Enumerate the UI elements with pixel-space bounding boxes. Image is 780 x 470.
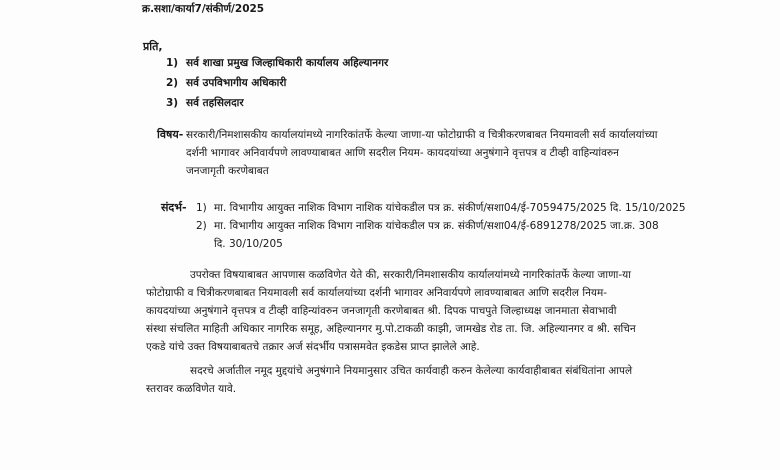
recipient-item: सर्व तहसिलदार xyxy=(186,97,244,109)
recipient-number: 1) xyxy=(166,57,179,69)
recipient-item: सर्व शाखा प्रमुख जिल्हाधिकारी कार्यालय अहिल्यानगर xyxy=(186,57,389,69)
reference-line: मा. विभागीय आयुक्त नाशिक विभाग नाशिक यांचेकडील पत्र क्र. संकीर्ण/सशा04/ई-6891278/2025 जा.क्र. 308 xyxy=(214,220,659,232)
body-line: एकडे यांचे उक्त विषयाबाबतचे तक्रार अर्ज संदर्भीय पत्रासमवेत इकडेस प्राप्त झालेले आहे. xyxy=(146,341,480,353)
body-line: स्तरावर कळविणेत यावे. xyxy=(146,383,237,395)
body-line: संस्था संचलित माहिती अधिकार नागरिक समूह, अहिल्यानगर मु.पो.टाकळी काझी, जामखेड रोड ता. जि. अहिल्यानगर व श्री. सचिन xyxy=(146,323,636,335)
reference-label: संदर्भ- xyxy=(161,201,187,214)
body-line: कायदयांच्या अनुषंगाने वृत्तपत्र व टीव्ही वाहिन्यांवरुन जनजागृती करणेबाबत श्री. दिपक पाचपुते जिल्हाध्यक्ष जानमाता सेवाभावी xyxy=(146,305,617,317)
body-line: उपरोक्त विषयाबाबत आपणास कळविणेत येते की, सरकारी/निमशासकीय कार्यालयांमध्ये नागरिकांतर्फे केल्या जाणा-या xyxy=(190,269,631,281)
subject-line: जनजागृती करणेबाबत xyxy=(186,165,269,177)
reference-number: क्र.सशा/कार्या7/संकीर्ण/2025 xyxy=(142,3,265,15)
body-line: सदरचे अर्जातील नमूद मुद्दयांचे अनुषंगाने नियमानुसार उचित कार्यवाही करुन केलेल्या कार्यवाहीबाबत संबंधितांना आपले xyxy=(190,365,633,377)
body-line: फोटोग्राफी व चित्रीकरणबाबत नियमावली सर्व कार्यालयांच्या दर्शनी भागावर अनिवार्यपणे लावण्याबाबत आणि सदरील नियम- xyxy=(146,287,608,299)
salutation: प्रति, xyxy=(143,40,163,53)
recipient-item: सर्व उपविभागीय अधिकारी xyxy=(186,77,287,89)
subject-line: सरकारी/निमशासकीय कार्यालयांमध्ये नागरिकांतर्फे केल्या जाणा-या फोटोग्राफी व चित्रीकरणबाबत नियमावली सर्व कार्यालयांच्या xyxy=(186,129,658,141)
subject-line: दर्शनी भागावर अनिवार्यपणे लावण्याबाबत आणि सदरील नियम- कायदयांच्या अनुषंगाने वृत्तपत्र व टीव्ही वाहिन्यांवरुन xyxy=(186,147,620,159)
reference-line: मा. विभागीय आयुक्त नाशिक विभाग नाशिक यांचेकडील पत्र क्र. संकीर्ण/सशा04/ई-7059475/2025 दि. 15/10/2025 xyxy=(214,202,686,214)
reference-number-label: 1) xyxy=(196,202,207,214)
reference-number-label: 2) xyxy=(196,220,207,232)
recipient-number: 3) xyxy=(166,97,179,109)
reference-line: दि. 30/10/205 xyxy=(214,238,283,250)
recipient-number: 2) xyxy=(166,77,179,89)
subject-label: विषय- xyxy=(157,128,184,141)
